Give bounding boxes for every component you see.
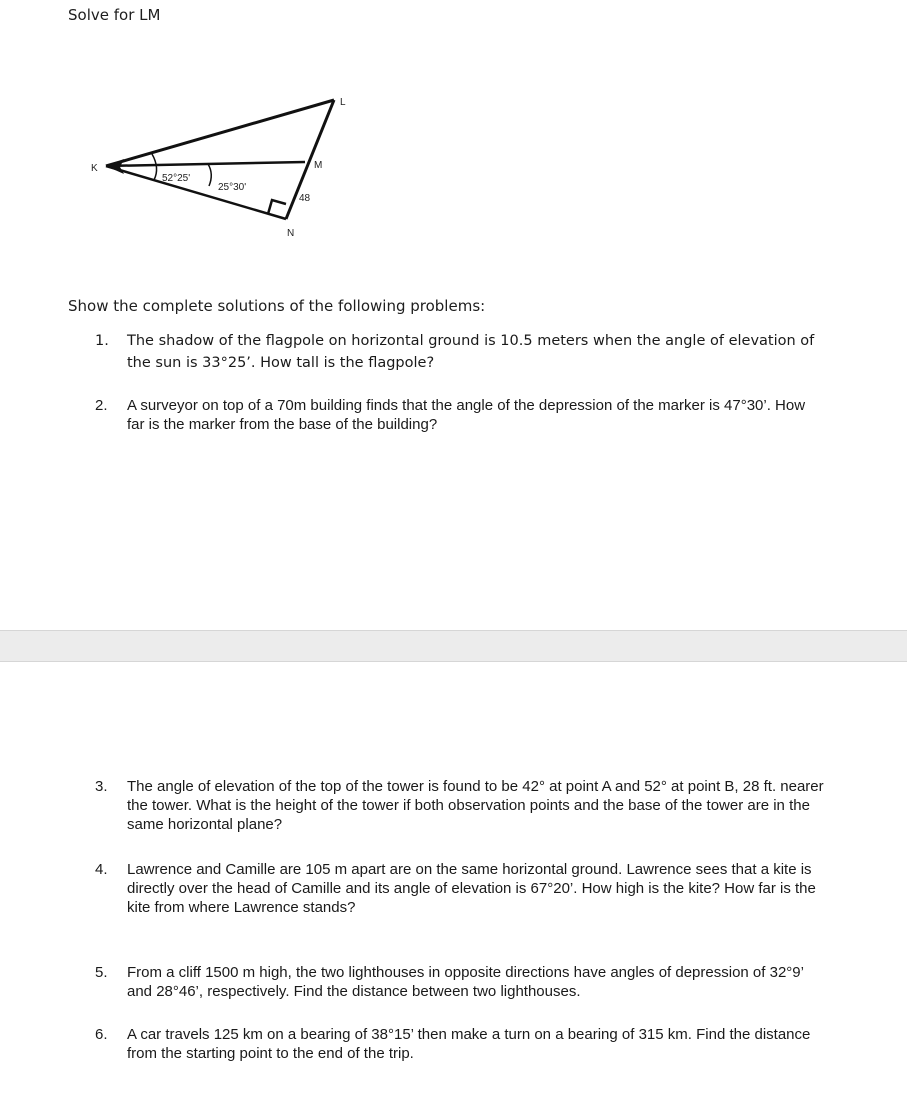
item-text: The shadow of the flagpole on horizontal ground is 10.5 meters when the angle of elevation of the sun is 33°25’. How tall is the flagpole? <box>127 333 815 371</box>
list-item <box>95 777 825 834</box>
list-item <box>95 396 825 434</box>
side-kl <box>106 100 334 166</box>
angle-arc-inner <box>208 164 211 186</box>
item-text: From a cliff 1500 m high, the two lighthouses in opposite directions have angles of depression of 32°9’ and 28°46’, respectively. Find the distance between two lighthouses. <box>127 964 804 1000</box>
item-text: A car travels 125 km on a bearing of 38°15’ then make a turn on a bearing of 315 km. Find the distance from the starting point to the end of the trip. <box>127 1026 811 1062</box>
page-separator <box>0 630 907 662</box>
item-text: Lawrence and Camille are 105 m apart are on the same horizontal ground. Lawrence sees that a kite is directly over the head of Camille and its angle of elevation is 67°20’. How high is the kite? How far is the kite from where Lawrence stands? <box>127 861 816 916</box>
item-number: 2. <box>95 397 108 414</box>
item-text: The angle of elevation of the top of the tower is found to be 42° at point A and 52° at point B, 28 ft. nearer the tower. What is the height of the tower if both observation points and the base of the tower are in the same horizontal plane? <box>127 778 824 833</box>
item-number: 3. <box>95 778 108 795</box>
document-page-2 <box>0 662 907 1120</box>
instructions-text: Show the complete solutions of the following problems: <box>68 297 486 315</box>
triangle-diagram <box>80 88 370 248</box>
item-number: 6. <box>95 1026 108 1043</box>
list-item <box>95 860 825 917</box>
list-item <box>95 963 825 1001</box>
vertex-label-m: M <box>314 160 323 171</box>
right-angle-mark <box>268 200 286 214</box>
side-km <box>106 162 305 166</box>
list-item <box>95 330 825 374</box>
angle-label-outer: 52°25' <box>162 173 191 184</box>
page-title: Solve for LM <box>68 6 161 24</box>
list-item <box>95 1025 825 1063</box>
side-label-mn: 48 <box>299 193 311 204</box>
vertex-label-k: K <box>91 163 98 174</box>
item-number: 1. <box>95 333 109 349</box>
vertex-label-l: L <box>340 97 346 108</box>
angle-arc-outer <box>152 154 157 180</box>
vertex-label-n: N <box>287 228 295 239</box>
side-kn <box>106 166 286 219</box>
item-number: 4. <box>95 861 108 878</box>
angle-label-inner: 25°30' <box>218 182 247 193</box>
item-number: 5. <box>95 964 108 981</box>
item-text: A surveyor on top of a 70m building finds that the angle of the depression of the marker is 47°30’. How far is the marker from the base of the building? <box>127 397 806 433</box>
